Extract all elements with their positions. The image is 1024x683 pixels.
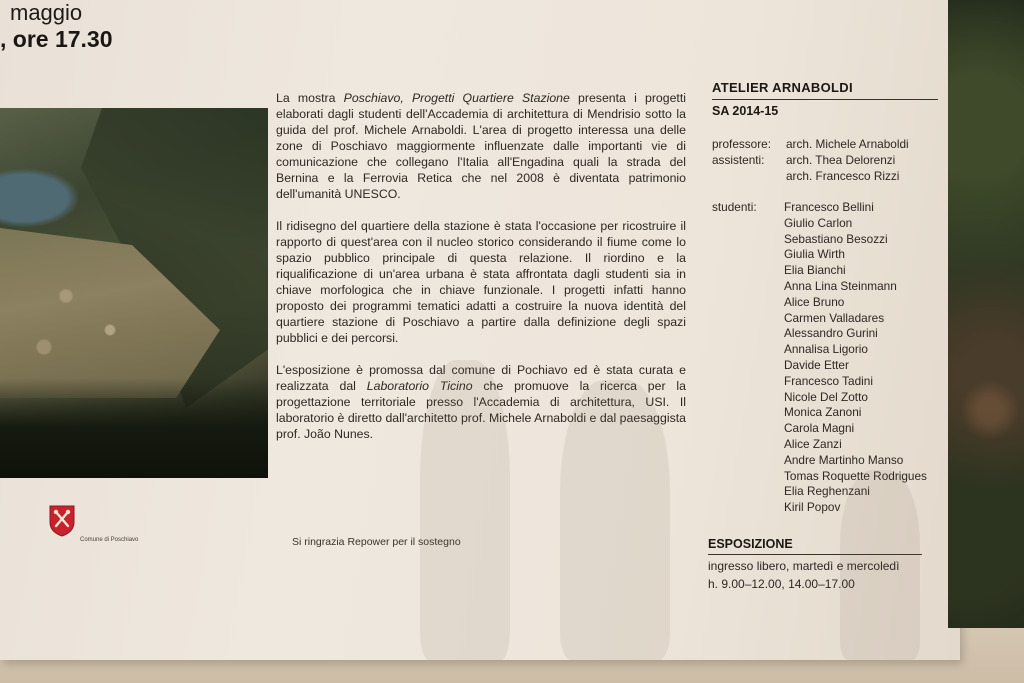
exposition-entry: ingresso libero, martedì e mercoledì xyxy=(708,559,900,573)
student-name: Andre Martinho Manso xyxy=(784,452,904,467)
student-name: Carola Magni xyxy=(784,421,855,436)
professor-name: arch. Michele Arnaboldi xyxy=(786,137,909,151)
adjacent-photo-panel xyxy=(948,0,1024,628)
sponsor-thanks: Si ringrazia Repower per il sostegno xyxy=(292,536,461,548)
atelier-title: ATELIER ARNABOLDI xyxy=(712,80,938,100)
student-name: Sebastiano Besozzi xyxy=(784,231,888,246)
exhibition-title: Poschiavo, Progetti Quartiere Stazione xyxy=(343,91,570,105)
student-name: Elia Bianchi xyxy=(784,263,846,278)
comune-coat-of-arms-icon xyxy=(48,504,76,538)
student-name: Annalisa Ligorio xyxy=(784,342,868,357)
student-name: Giulia Wirth xyxy=(784,247,845,262)
paragraph-exhibition: L'esposizione è promossa dal comune di Pochiavo ed è stata curata e realizzata dal Laboratorio Ticino che promuove la ricerca per la progettazione territoriale presso l'Accademia di architettura, USI. Il laboratorio è diretto dall'architetto prof. Michele Arnaboldi e dal paesaggista prof. João Nunes. xyxy=(276,363,686,441)
student-names xyxy=(784,200,927,516)
student-name: Alessandro Gurini xyxy=(784,326,878,341)
student-name: Alice Zanzi xyxy=(784,436,842,451)
student-name: Elia Reghenzani xyxy=(784,484,870,499)
exposition-hours: h. 9.00–12.00, 14.00–17.00 xyxy=(708,577,855,591)
visitor-shadow xyxy=(420,360,510,660)
student-name: Monica Zanoni xyxy=(784,405,862,420)
lake-shape xyxy=(0,168,80,228)
date-time: , ore 17.30 xyxy=(0,26,113,52)
student-name: Davide Etter xyxy=(784,357,849,372)
student-name: Carmen Valladares xyxy=(784,310,885,325)
staff-credits xyxy=(712,136,909,184)
semester-label: SA 2014-15 xyxy=(712,104,779,118)
student-name: Giulio Carlon xyxy=(784,215,853,230)
assistants-role: assistenti: xyxy=(712,153,765,167)
exposition-title: ESPOSIZIONE xyxy=(708,537,922,555)
paragraph-redesign: Il ridisegno del quartiere della stazione è stata l'occasione per ricostruire il rapporto di quest'area con il nucleo storico considerando il fiume come lo spazio pubblico principale di questa relazione. Il riordino e la riqualificazione di un'area urbana è stata affrontata dagli studenti sia in chiave morfologica che in chiave funzionale. I progetti infatti hanno proposto dei programmi tematici adatti a costruire la nuova identità del quartiere stazione di Poschiavo a partire dalla definizione degli spazi pubblici e dei percorsi. xyxy=(276,219,686,345)
date-month: maggio xyxy=(10,0,83,25)
visitor-shadow xyxy=(560,380,670,660)
lab-name: Laboratorio Ticino xyxy=(366,379,473,393)
assistant-name: arch. Francesco Rizzi xyxy=(786,169,900,183)
student-name: Kiril Popov xyxy=(784,500,841,515)
student-name: Francesco Bellini xyxy=(784,200,874,214)
landscape-photo xyxy=(0,108,268,478)
student-name: Nicole Del Zotto xyxy=(784,389,868,404)
visitor-shadow xyxy=(840,470,920,660)
trees-shape xyxy=(0,378,268,478)
paragraph-intro: La mostra Poschiavo, Progetti Quartiere Stazione presenta i progetti elaborati dagli studenti dell'Accademia di architettura di Mendrisio sotto la guida del prof. Michele Arnaboldi. L'area di progetto interessa una delle zone di Poschiavo maggiormente influenzate dalle importanti vie di comunicazione che collegano l'Italia all'Engadina quali la strada del Bernina e la Ferrovia Retica che nel 2008 è diventata patrimonio dell'umanità UNESCO. xyxy=(276,91,686,201)
assistant-name: arch. Thea Delorenzi xyxy=(786,153,896,167)
student-name: Alice Bruno xyxy=(784,294,845,309)
students-role: studenti: xyxy=(712,200,757,214)
logo-caption: Comune di Poschiavo xyxy=(80,537,139,543)
student-name: Tomas Roquette Rodrigues xyxy=(784,468,927,483)
student-name: Francesco Tadini xyxy=(784,373,873,388)
students-list xyxy=(712,200,927,516)
student-name: Anna Lina Steinmann xyxy=(784,278,897,293)
professor-role: professore: xyxy=(712,137,772,151)
